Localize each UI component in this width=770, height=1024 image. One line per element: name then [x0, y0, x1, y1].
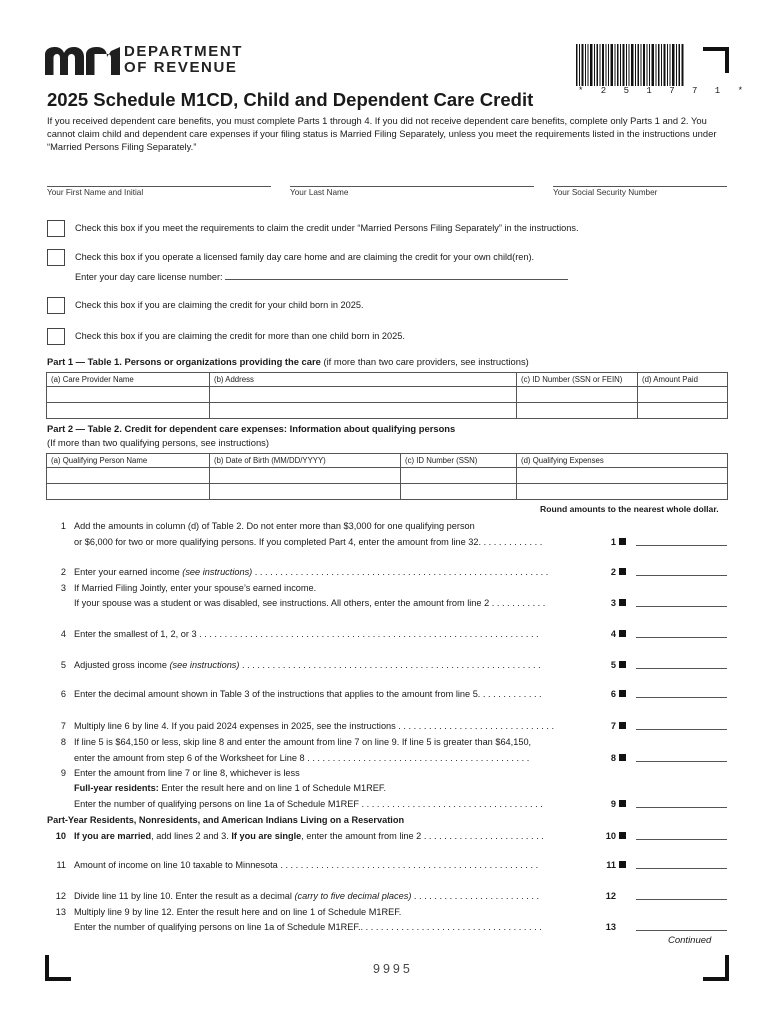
line-3-ref: 3	[610, 598, 616, 608]
line-11-marker-icon	[619, 861, 626, 868]
dept-line-2: OF REVENUE	[124, 59, 238, 76]
line-3-marker-icon	[619, 599, 626, 606]
table-cell[interactable]	[47, 484, 210, 500]
line-4-ref: 4	[610, 629, 616, 639]
line-8-text-a: If line 5 is $64,150 or less, skip line 8 and enter the amount from line 7 on line 9. If line 5 is greater than $64,150,	[74, 737, 532, 747]
line-5-dots: . . . . . . . . . . . . . . . . . . . . . . . . . . . . . . . . . . . . . . . . . . . . . . . . . . . . . . . . . . .	[239, 660, 541, 670]
line-1-number: 1	[60, 521, 66, 531]
line-12-text-italic: (carry to five decimal places)	[294, 891, 412, 901]
line-12-amount[interactable]	[636, 899, 727, 900]
line-12-dots: . . . . . . . . . . . . . . . . . . . . . . . . .	[411, 891, 540, 901]
first-name-field[interactable]	[47, 186, 271, 187]
table-cell[interactable]	[47, 403, 210, 419]
line-6-number: 6	[60, 689, 66, 699]
part2-heading	[47, 423, 455, 434]
crop-mark-bottom-right	[703, 955, 729, 981]
line-8-text-b: enter the amount from step 6 of the Worksheet for Line 8 . . . . . . . . . . . . . . . . . . . . . . . . . . . . . . . . . . . . . . . . . . . .	[74, 753, 530, 763]
line-3-amount[interactable]	[636, 606, 727, 607]
born-2025-checkbox-label: Check this box if you are claiming the credit for your child born in 2025.	[75, 300, 364, 310]
daycare-license-input[interactable]	[225, 270, 568, 280]
line-10-bold-2: If you are single	[231, 831, 302, 841]
line-9-text-b	[74, 782, 386, 794]
line-5-amount[interactable]	[636, 668, 727, 669]
line-7-ref: 7	[610, 721, 616, 731]
table1-col-a: (a) Care Provider Name	[47, 373, 210, 387]
line-8-marker-icon	[619, 754, 626, 761]
line-1-marker-icon	[619, 538, 626, 545]
table-cell[interactable]	[47, 468, 210, 484]
line-6-amount[interactable]	[636, 697, 727, 698]
line-5-text-italic: (see instructions)	[169, 660, 240, 670]
table2-col-a: (a) Qualifying Person Name	[47, 454, 210, 468]
multiple-born-checkbox[interactable]	[47, 328, 65, 345]
line-9-number: 9	[60, 768, 66, 778]
daycare-license-label: Enter your day care license number:	[75, 272, 223, 282]
line-3-text-a: If Married Filing Jointly, enter your spouse’s earned income.	[74, 583, 317, 593]
line-12-text	[74, 890, 539, 902]
line-10-text-1: , add lines 2 and 3.	[151, 831, 232, 841]
table-cell[interactable]	[517, 387, 638, 403]
line-11-number: 11	[56, 860, 66, 870]
line-9-amount[interactable]	[636, 807, 727, 808]
line-2-dots: . . . . . . . . . . . . . . . . . . . . . . . . . . . . . . . . . . . . . . . . . . . . . . . . . . . . . . . . . .	[252, 567, 549, 577]
part1-title-note: (if more than two care providers, see instructions)	[320, 356, 529, 367]
table-cell[interactable]	[517, 403, 638, 419]
ssn-field[interactable]	[553, 186, 727, 187]
line-4-marker-icon	[619, 630, 626, 637]
line-2-text	[74, 566, 548, 578]
dept-line-1: DEPARTMENT	[124, 43, 244, 60]
line-9-text-c: Enter the number of qualifying persons on line 1a of Schedule M1REF . . . . . . . . . . . . . . . . . . . . . . . . . . . . . . . . . . . .	[74, 799, 543, 809]
table-cell[interactable]	[517, 468, 728, 484]
table-cell[interactable]	[210, 484, 401, 500]
line-11-text: Amount of income on line 10 taxable to Minnesota . . . . . . . . . . . . . . . . . . . . . . . . . . . . . . . . . . . . . . . . . . . . . . . . . . .	[74, 860, 539, 870]
table-cell[interactable]	[401, 468, 517, 484]
table-cell[interactable]	[210, 468, 401, 484]
part2-subtitle: (If more than two qualifying persons, see instructions)	[47, 437, 269, 448]
table-cell[interactable]	[517, 484, 728, 500]
line-10-number: 10	[55, 831, 66, 841]
line-2-amount[interactable]	[636, 575, 727, 576]
line-12-ref: 12	[605, 891, 616, 901]
line-1-text-b: or $6,000 for two or more qualifying persons. If you completed Part 4, enter the amount from line 32. . . . . . . . . . . . .	[74, 537, 543, 547]
table1-col-b: (b) Address	[210, 373, 517, 387]
table-row	[47, 403, 728, 419]
line-2-marker-icon	[619, 568, 626, 575]
table1-col-d: (d) Amount Paid	[638, 373, 728, 387]
line-10-marker-icon	[619, 832, 626, 839]
line-2-ref: 2	[610, 567, 616, 577]
last-name-field[interactable]	[290, 186, 534, 187]
line-13-text-a: Multiply line 9 by line 12. Enter the result here and on line 1 of Schedule M1REF.	[74, 907, 402, 917]
continued-note: Continued	[668, 935, 712, 946]
qualifying-person-table	[46, 453, 728, 500]
line-8-amount[interactable]	[636, 761, 727, 762]
line-5-text-a: Adjusted gross income	[74, 660, 170, 670]
line-1-ref: 1	[610, 537, 616, 547]
department-name	[124, 44, 243, 76]
table-cell[interactable]	[638, 403, 728, 419]
line-3-text-b: If your spouse was a student or was disabled, see instructions. All others, enter the amount from line 2 . . . . . . . . . . .	[74, 598, 546, 608]
barcode-icon	[576, 44, 684, 86]
line-1-text-a: Add the amounts in column (d) of Table 2. Do not enter more than $3,000 for one qualifying person	[74, 521, 475, 531]
line-4-amount[interactable]	[636, 637, 727, 638]
line-2-text-a: Enter your earned income	[74, 567, 183, 577]
table-cell[interactable]	[638, 387, 728, 403]
line-7-marker-icon	[619, 722, 626, 729]
line-6-marker-icon	[619, 690, 626, 697]
page-title: 2025 Schedule M1CD, Child and Dependent Care Credit	[47, 89, 534, 110]
table-cell[interactable]	[401, 484, 517, 500]
line-13-ref: 13	[605, 922, 616, 932]
line-5-text	[74, 659, 541, 671]
line-4-number: 4	[60, 629, 66, 639]
line-8-number: 8	[60, 737, 66, 747]
care-provider-table	[46, 372, 728, 419]
line-9-ref: 9	[610, 799, 616, 809]
line-1-amount[interactable]	[636, 545, 727, 546]
barcode-number: * 2 5 1 7 7 1 *	[578, 86, 750, 96]
part-year-heading: Part-Year Residents, Nonresidents, and American Indians Living on a Reservation	[47, 815, 405, 825]
line-12-text-a: Divide line 11 by line 10. Enter the result as a decimal	[74, 891, 295, 901]
line-13-amount[interactable]	[636, 930, 727, 931]
crop-mark-top-right	[703, 47, 729, 73]
line-5-marker-icon	[619, 661, 626, 668]
table-cell[interactable]	[210, 403, 517, 419]
table-cell[interactable]	[210, 387, 517, 403]
line-10-text	[74, 830, 544, 842]
line-9-marker-icon	[619, 800, 626, 807]
line-7-amount[interactable]	[636, 729, 727, 730]
crop-mark-bottom-left	[45, 955, 71, 981]
line-12-number: 12	[55, 891, 66, 901]
round-note: Round amounts to the nearest whole dollar.	[540, 504, 719, 514]
mfs-checkbox[interactable]	[47, 220, 65, 237]
line-9-text-b-rest: Enter the result here and on line 1 of Schedule M1REF.	[158, 783, 387, 793]
table-row	[47, 387, 728, 403]
table2-col-c: (c) ID Number (SSN)	[401, 454, 517, 468]
table-cell[interactable]	[47, 387, 210, 403]
line-7-number: 7	[60, 721, 66, 731]
line-11-amount[interactable]	[636, 868, 727, 869]
line-10-amount[interactable]	[636, 839, 727, 840]
table-row	[47, 484, 728, 500]
line-10-bold-1: If you are married	[74, 831, 152, 841]
line-11-ref: 11	[606, 860, 616, 870]
line-6-text: Enter the decimal amount shown in Table 3 of the instructions that applies to the amount from line 5. . . . . . . . . . . . .	[74, 689, 542, 699]
line-10-ref: 10	[605, 831, 616, 841]
table-row	[47, 468, 728, 484]
intro-text: If you received dependent care benefits, you must complete Parts 1 through 4. If you did not receive dependent care benefits, complete only Parts 1 and 2. You cannot claim child and dependent care expenses if your filing status is Married Filing Separately, unless you meet the requirements listed in the instructions under “Married Persons Filing Separately.”	[47, 115, 717, 153]
ssn-label: Your Social Security Number	[553, 188, 658, 197]
line-2-number: 2	[60, 567, 66, 577]
table1-col-c: (c) ID Number (SSN or FEIN)	[517, 373, 638, 387]
line-10-text-2: , enter the amount from line 2 . . . . . . . . . . . . . . . . . . . . . . . .	[301, 831, 544, 841]
line-7-text: Multiply line 6 by line 4. If you paid 2024 expenses in 2025, see the instructions . . . . . . . . . . . . . . . . . . . . . . . . . . . . . . .	[74, 721, 555, 731]
form-number: 9995	[373, 962, 413, 976]
line-5-number: 5	[60, 660, 66, 670]
line-6-ref: 6	[610, 689, 616, 699]
first-name-label: Your First Name and Initial	[47, 188, 144, 197]
daycare-license-row	[75, 270, 568, 282]
line-9-text-bold: Full-year residents:	[74, 783, 159, 793]
line-13-number: 13	[55, 907, 66, 917]
line-9-text-a: Enter the amount from line 7 or line 8, whichever is less	[74, 768, 300, 778]
line-5-ref: 5	[610, 660, 616, 670]
line-13-text-b: Enter the number of qualifying persons on line 1a of Schedule M1REF.. . . . . . . . . . . . . . . . . . . . . . . . . . . . . . . . . . . .	[74, 922, 542, 932]
daycare-checkbox[interactable]	[47, 249, 65, 266]
part1-title: Part 1 — Table 1. Persons or organizations providing the care	[47, 356, 321, 367]
mfs-checkbox-label: Check this box if you meet the requirements to claim the credit under “Married Persons Filing Separately” in the instructions.	[75, 223, 579, 233]
last-name-label: Your Last Name	[290, 188, 349, 197]
daycare-checkbox-label: Check this box if you operate a licensed family day care home and are claiming the credit for your own child(ren).	[75, 252, 535, 262]
line-2-text-italic: (see instructions)	[182, 567, 253, 577]
part1-heading	[47, 356, 529, 367]
mn-logo-icon	[45, 47, 120, 75]
table2-col-d: (d) Qualifying Expenses	[517, 454, 728, 468]
table2-col-b: (b) Date of Birth (MM/DD/YYYY)	[210, 454, 401, 468]
line-4-text: Enter the smallest of 1, 2, or 3 . . . . . . . . . . . . . . . . . . . . . . . . . . . . . . . . . . . . . . . . . . . . . . . . . . . . . . . . . . . . . . . . . . .	[74, 629, 539, 639]
born-2025-checkbox[interactable]	[47, 297, 65, 314]
line-8-ref: 8	[610, 753, 616, 763]
multiple-born-checkbox-label: Check this box if you are claiming the credit for more than one child born in 2025.	[75, 331, 405, 341]
part2-title: Part 2 — Table 2. Credit for dependent care expenses: Information about qualifying persons	[47, 423, 456, 434]
line-3-number: 3	[60, 583, 66, 593]
